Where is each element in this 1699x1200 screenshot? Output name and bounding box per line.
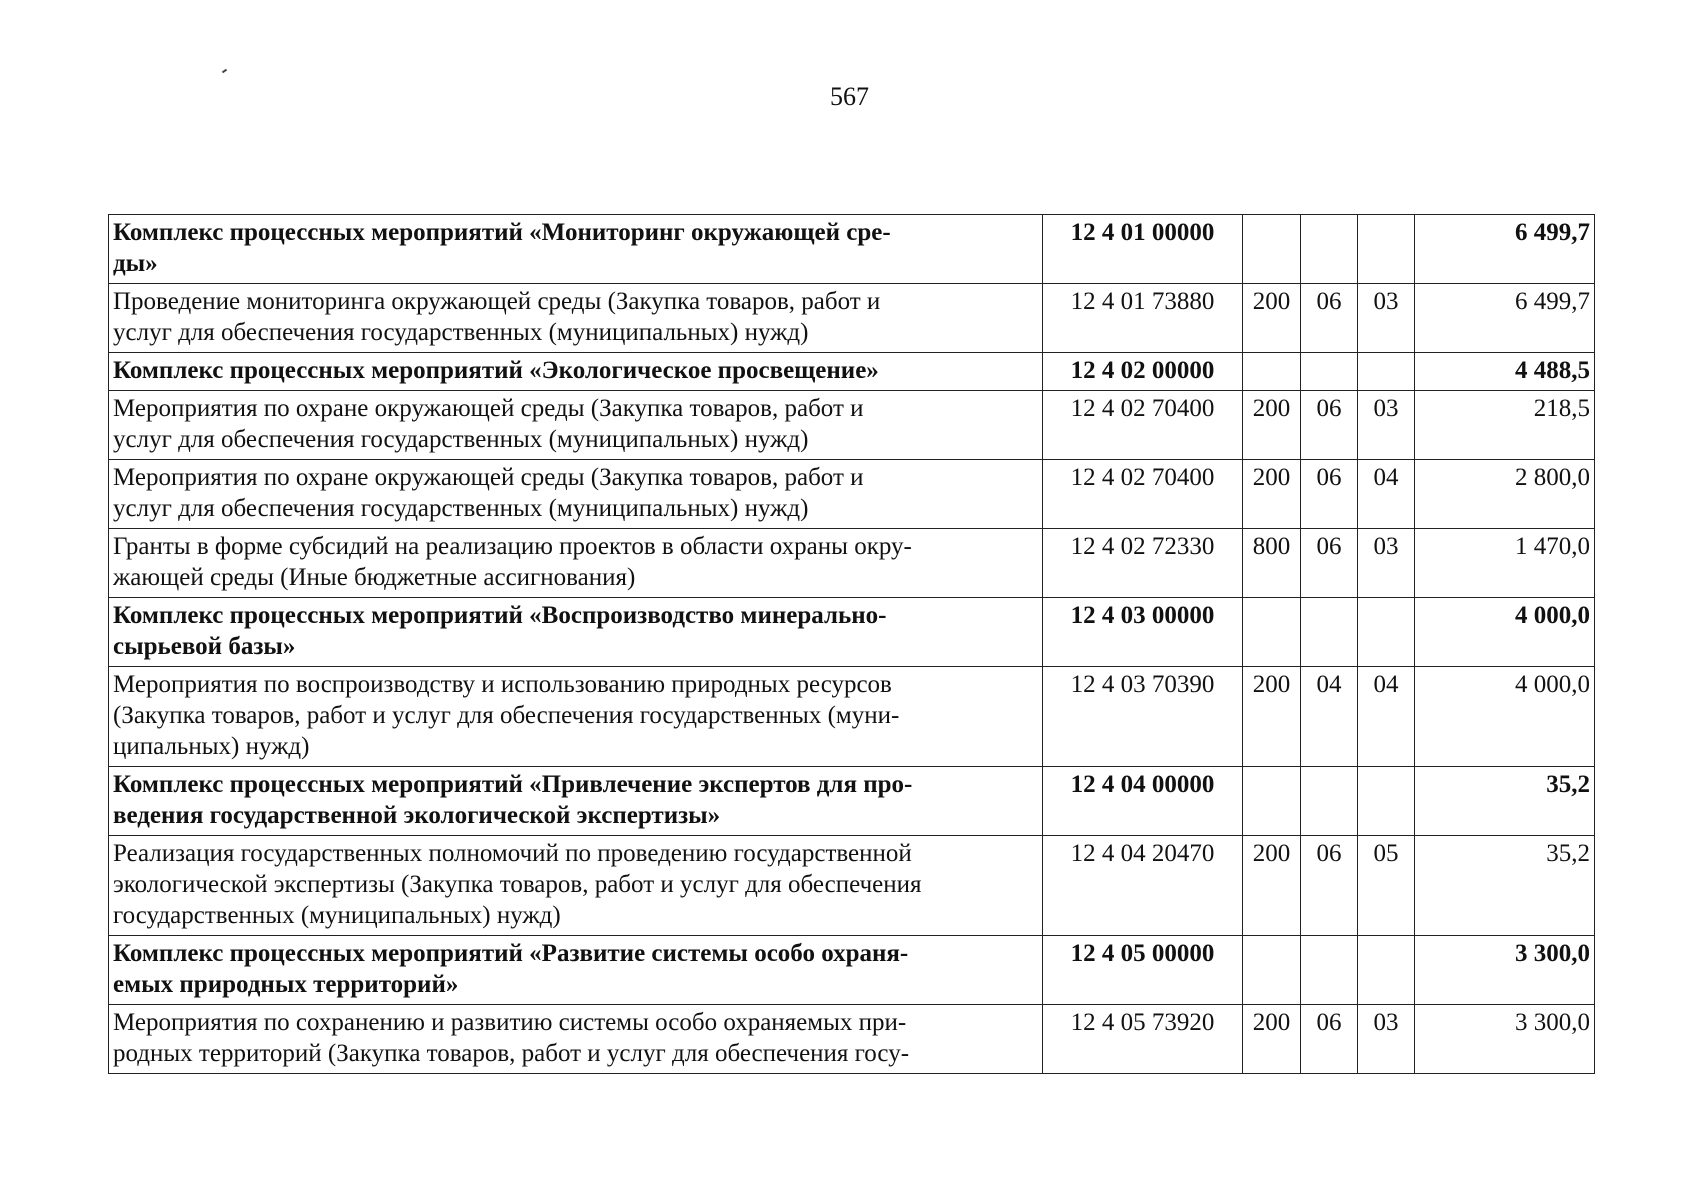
row-expense-type-cell bbox=[1243, 936, 1301, 1005]
row-expense-type-cell: 800 bbox=[1243, 529, 1301, 598]
row-code-cell: 12 4 05 73920 bbox=[1043, 1005, 1243, 1074]
row-code-cell: 12 4 04 00000 bbox=[1043, 767, 1243, 836]
row-code-cell: 12 4 05 00000 bbox=[1043, 936, 1243, 1005]
row-subsection-cell: 03 bbox=[1358, 1005, 1415, 1074]
row-section-cell bbox=[1301, 215, 1358, 284]
row-section-cell: 06 bbox=[1301, 1005, 1358, 1074]
row-sum-cell: 6 499,7 bbox=[1415, 284, 1595, 353]
table-row bbox=[109, 936, 1595, 1005]
row-code-cell: 12 4 01 00000 bbox=[1043, 215, 1243, 284]
row-section-cell bbox=[1301, 767, 1358, 836]
row-name-cell: Комплекс процессных мероприятий «Воспроизводство минерально- сырьевой базы» bbox=[109, 598, 1043, 667]
table-row bbox=[109, 353, 1595, 391]
row-name-cell: Гранты в форме субсидий на реализацию проектов в области охраны окру- жающей среды (Иные бюджетные ассигнования) bbox=[109, 529, 1043, 598]
table-row bbox=[109, 767, 1595, 836]
row-subsection-cell: 04 bbox=[1358, 667, 1415, 767]
table-row bbox=[109, 215, 1595, 284]
row-subsection-cell: 05 bbox=[1358, 836, 1415, 936]
row-expense-type-cell: 200 bbox=[1243, 391, 1301, 460]
row-sum-cell: 6 499,7 bbox=[1415, 215, 1595, 284]
row-sum-cell: 1 470,0 bbox=[1415, 529, 1595, 598]
budget-table-body bbox=[109, 215, 1595, 1074]
table-row bbox=[109, 1005, 1595, 1074]
row-subsection-cell bbox=[1358, 215, 1415, 284]
table-row bbox=[109, 836, 1595, 936]
row-subsection-cell bbox=[1358, 767, 1415, 836]
row-section-cell bbox=[1301, 353, 1358, 391]
row-code-cell: 12 4 02 70400 bbox=[1043, 391, 1243, 460]
row-sum-cell: 3 300,0 bbox=[1415, 1005, 1595, 1074]
row-name-cell: Проведение мониторинга окружающей среды (Закупка товаров, работ и услуг для обеспечения государственных (муниципальных) нужд) bbox=[109, 284, 1043, 353]
row-subsection-cell: 03 bbox=[1358, 391, 1415, 460]
row-section-cell: 06 bbox=[1301, 529, 1358, 598]
row-subsection-cell bbox=[1358, 353, 1415, 391]
row-subsection-cell: 03 bbox=[1358, 284, 1415, 353]
row-code-cell: 12 4 04 20470 bbox=[1043, 836, 1243, 936]
row-sum-cell: 4 000,0 bbox=[1415, 598, 1595, 667]
page-number: 567 bbox=[830, 82, 869, 111]
row-name-cell: Комплекс процессных мероприятий «Привлечение экспертов для про- ведения государственной экологической экспертизы» bbox=[109, 767, 1043, 836]
row-sum-cell: 4 000,0 bbox=[1415, 667, 1595, 767]
row-code-cell: 12 4 03 00000 bbox=[1043, 598, 1243, 667]
row-section-cell: 06 bbox=[1301, 836, 1358, 936]
row-name-cell: Мероприятия по воспроизводству и использованию природных ресурсов (Закупка товаров, работ и услуг для обеспечения государственных (муни- ципальных) нужд) bbox=[109, 667, 1043, 767]
row-code-cell: 12 4 02 00000 bbox=[1043, 353, 1243, 391]
table-row bbox=[109, 391, 1595, 460]
row-sum-cell: 3 300,0 bbox=[1415, 936, 1595, 1005]
row-expense-type-cell bbox=[1243, 215, 1301, 284]
row-name-cell: Комплекс процессных мероприятий «Экологическое просвещение» bbox=[109, 353, 1043, 391]
row-name-cell: Мероприятия по охране окружающей среды (Закупка товаров, работ и услуг для обеспечения государственных (муниципальных) нужд) bbox=[109, 391, 1043, 460]
row-expense-type-cell bbox=[1243, 598, 1301, 667]
row-expense-type-cell: 200 bbox=[1243, 836, 1301, 936]
row-name-cell: Комплекс процессных мероприятий «Развитие системы особо охраня- емых природных территорий» bbox=[109, 936, 1043, 1005]
budget-table bbox=[108, 214, 1595, 1074]
row-code-cell: 12 4 01 73880 bbox=[1043, 284, 1243, 353]
row-sum-cell: 218,5 bbox=[1415, 391, 1595, 460]
table-row bbox=[109, 529, 1595, 598]
row-code-cell: 12 4 02 72330 bbox=[1043, 529, 1243, 598]
row-section-cell: 06 bbox=[1301, 460, 1358, 529]
row-expense-type-cell: 200 bbox=[1243, 460, 1301, 529]
table-row bbox=[109, 284, 1595, 353]
row-name-cell: Мероприятия по сохранению и развитию системы особо охраняемых при- родных территорий (Закупка товаров, работ и услуг для обеспечения госу- bbox=[109, 1005, 1043, 1074]
row-sum-cell: 2 800,0 bbox=[1415, 460, 1595, 529]
row-subsection-cell bbox=[1358, 598, 1415, 667]
row-code-cell: 12 4 03 70390 bbox=[1043, 667, 1243, 767]
row-subsection-cell bbox=[1358, 936, 1415, 1005]
row-section-cell: 06 bbox=[1301, 391, 1358, 460]
row-section-cell: 04 bbox=[1301, 667, 1358, 767]
scan-mark bbox=[222, 69, 227, 74]
row-section-cell: 06 bbox=[1301, 284, 1358, 353]
table-row bbox=[109, 460, 1595, 529]
table-row bbox=[109, 667, 1595, 767]
row-name-cell: Комплекс процессных мероприятий «Мониторинг окружающей сре- ды» bbox=[109, 215, 1043, 284]
row-expense-type-cell bbox=[1243, 767, 1301, 836]
row-name-cell: Мероприятия по охране окружающей среды (Закупка товаров, работ и услуг для обеспечения государственных (муниципальных) нужд) bbox=[109, 460, 1043, 529]
row-code-cell: 12 4 02 70400 bbox=[1043, 460, 1243, 529]
row-subsection-cell: 04 bbox=[1358, 460, 1415, 529]
row-sum-cell: 4 488,5 bbox=[1415, 353, 1595, 391]
row-expense-type-cell: 200 bbox=[1243, 1005, 1301, 1074]
row-expense-type-cell: 200 bbox=[1243, 667, 1301, 767]
table-row bbox=[109, 598, 1595, 667]
row-section-cell bbox=[1301, 936, 1358, 1005]
row-section-cell bbox=[1301, 598, 1358, 667]
row-subsection-cell: 03 bbox=[1358, 529, 1415, 598]
row-expense-type-cell bbox=[1243, 353, 1301, 391]
row-sum-cell: 35,2 bbox=[1415, 836, 1595, 936]
row-sum-cell: 35,2 bbox=[1415, 767, 1595, 836]
row-name-cell: Реализация государственных полномочий по проведению государственной экологической экспертизы (Закупка товаров, работ и услуг для обеспечения государственных (муниципальных) нужд) bbox=[109, 836, 1043, 936]
row-expense-type-cell: 200 bbox=[1243, 284, 1301, 353]
